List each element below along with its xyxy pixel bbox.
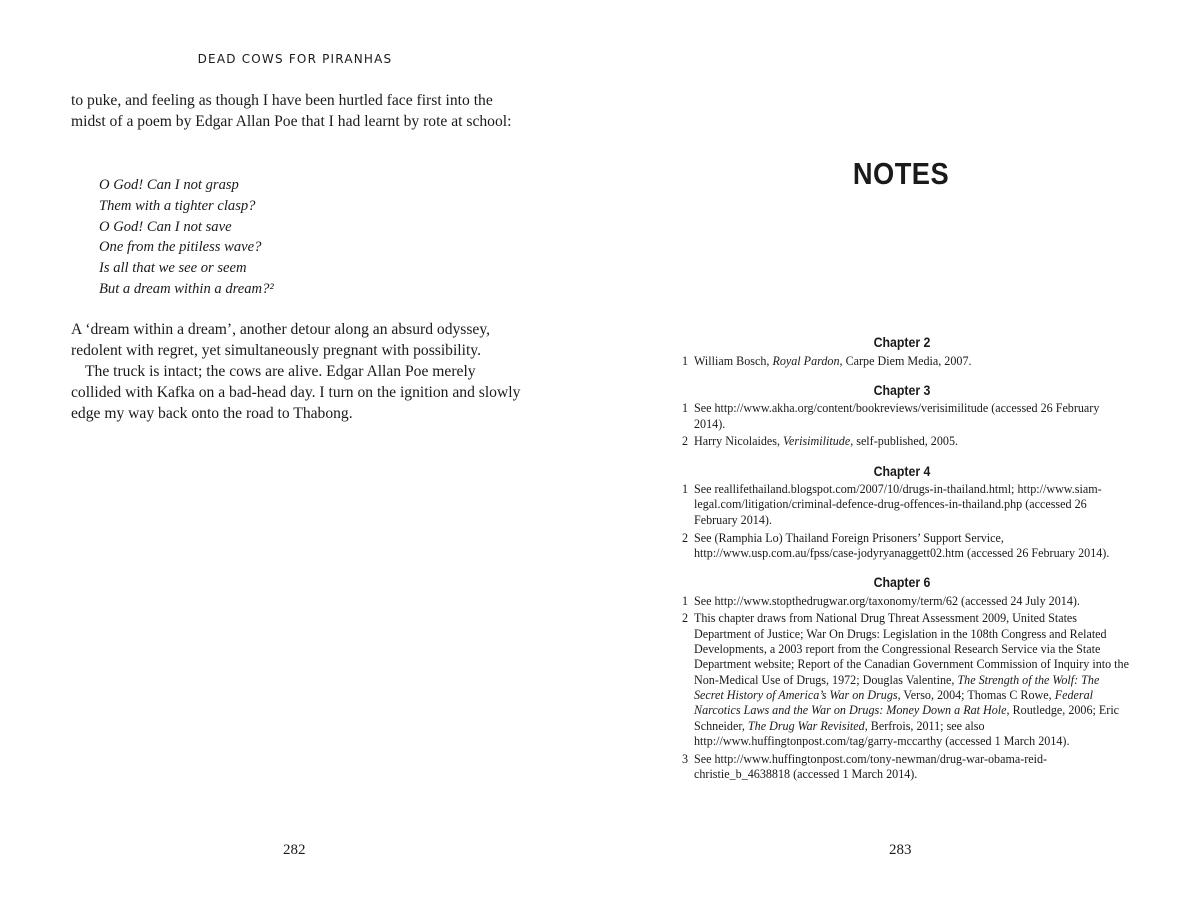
chapter-heading: Chapter 6: [873, 575, 931, 591]
endnote: [682, 594, 1132, 609]
chapter-heading: Chapter 3: [873, 382, 931, 398]
chapter-notes: [682, 382, 1132, 450]
endnote-text: William Bosch, Royal Pardon, Carpe Diem Media, 2007.: [694, 353, 972, 368]
right-page: [598, 0, 1197, 917]
endnote-text: See (Ramphia Lo) Thailand Foreign Prisoners’ Support Service, http://www.usp.com.au/fpss/case-jodyryanaggett02.htm (accessed 26 February 2014).: [694, 530, 1110, 560]
paragraph: to puke, and feeling as though I have been hurtled face first into the midst of a poem by Edgar Allan Poe that I had learnt by rote at school:: [71, 92, 512, 130]
poem-line: O God! Can I not grasp: [99, 177, 239, 193]
poem-line: Is all that we see or seem: [99, 260, 247, 277]
page-number: 283: [889, 842, 912, 858]
left-page: [0, 0, 598, 917]
endnote-number: 2: [682, 611, 689, 626]
poem-line: O God! Can I not save: [99, 218, 232, 235]
page-number: 282: [283, 842, 306, 858]
poem-line: One from the pitiless wave?: [99, 239, 262, 256]
endnote: [682, 482, 1132, 528]
chapter-heading: Chapter 4: [873, 463, 931, 479]
endnote-number: 1: [682, 482, 689, 497]
chapter-notes: [682, 334, 1132, 369]
endnote: [682, 401, 1132, 432]
endnote-number: 2: [682, 530, 689, 545]
title-italic: Verisimilitude: [783, 434, 851, 449]
paragraph: A ‘dream within a dream’, another detour along an absurd odyssey, redolent with regret, yet simultaneously pregnant with possibility.: [71, 321, 491, 359]
title-italic: Royal Pardon: [772, 353, 840, 368]
endnote-text: See reallifethailand.blogspot.com/2007/10/drugs-in-thailand.html; http://www.siam-legal.com/litigation/criminal-defence-drug-offences-in-thailand.php (accessed 26 February 2014).: [694, 482, 1102, 527]
endnote-number: 1: [682, 353, 689, 368]
title-italic: The Drug War Revisited: [747, 718, 865, 733]
poem-quote: [99, 175, 274, 300]
endnote-text: This chapter draws from National Drug Threat Assessment 2009, United States Department of Justice; War On Drugs: Legislation in the 108th Congress and Related Developments, a 2003 report from the Congressional Research Service via the State Department website; Report of the Canadian Government Commission of Inquiry into the Non-Medical Use of Drugs, 1972; Douglas Valentine, The Strength of the Wolf: The Secret History of America’s War on Drugs, Verso, 2004; Thomas C Rowe, Federal Narcotics Laws and the War on Drugs: Money Down a Rat Hole, Routledge, 2006; Eric Schneider, The Drug War Revisited, Berfrois, 2011; see also http://www.huffingtonpost.com/tag/garry-mccarthy (accessed 1 March 2014).: [694, 611, 1129, 748]
endnote-number: 1: [682, 593, 689, 608]
chapter-notes: [682, 574, 1132, 782]
poem-line: But a dream within a dream?²: [99, 280, 274, 297]
endnote-number: 2: [682, 434, 689, 449]
endnote: [682, 434, 1132, 449]
endnote: [682, 531, 1132, 562]
endnote: [682, 611, 1132, 749]
endnote-text: Harry Nicolaides, Verisimilitude, self-published, 2005.: [694, 434, 959, 449]
endnote-text: See http://www.huffingtonpost.com/tony-newman/drug-war-obama-reid-christie_b_4638818 (accessed 1 March 2014).: [694, 751, 1048, 781]
page-title: NOTES: [852, 156, 950, 191]
endnote-number: 1: [682, 401, 689, 416]
endnote-text: See http://www.akha.org/content/bookreviews/verisimilitude (accessed 26 February 2014).: [694, 401, 1100, 431]
endnote-text: See http://www.stopthedrugwar.org/taxonomy/term/62 (accessed 24 July 2014).: [694, 593, 1080, 608]
running-head: DEAD COWS FOR PIRANHAS: [197, 52, 393, 66]
title-italic: Federal Narcotics Laws and the War on Drugs: Money Down a Rat Hole: [694, 687, 1093, 718]
endnote: [682, 354, 1132, 369]
title-italic: The Strength of the Wolf: The Secret History of America’s War on Drugs: [694, 672, 1100, 702]
chapter-heading: Chapter 2: [873, 335, 931, 350]
poem-line: Them with a tighter clasp?: [99, 197, 256, 214]
closing-paragraphs: [71, 319, 521, 424]
paragraph: The truck is intact; the cows are alive. Edgar Allan Poe merely collided with Kafka on a bad-head day. I turn on the ignition and slowly edge my way back onto the road to Thabong.: [71, 363, 521, 422]
endnote: [682, 752, 1132, 783]
chapter-notes: [682, 463, 1132, 561]
endnote-number: 3: [682, 751, 689, 766]
notes-list: [682, 334, 1132, 795]
